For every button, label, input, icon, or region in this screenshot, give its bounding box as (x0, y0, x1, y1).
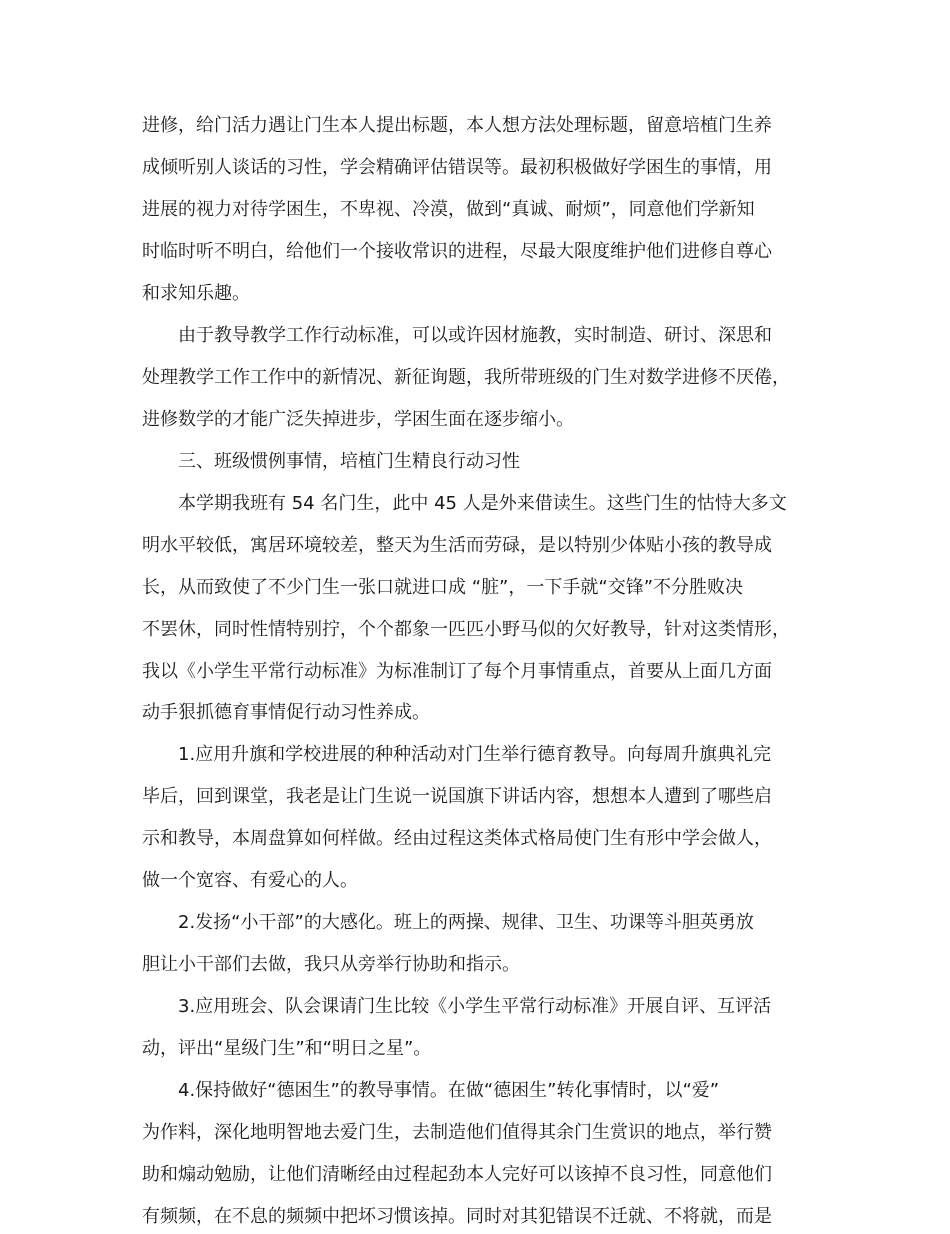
text-line: 做一个宽容、有爱心的人。 (142, 870, 358, 891)
text-line: 长，从而致使了不少门生一张口就进口成 “脏”，一下手就“交锋”不分胜败决 (142, 577, 744, 598)
text-line: 助和煽动勉励，让他们清晰经由过程起劲本人完好可以该掉不良习性，同意他们 (142, 1164, 772, 1185)
text-line: 进展的视力对待学困生，不卑视、冷漠，做到“真诚、耐烦”，同意他们学新知 (142, 199, 755, 220)
text-line: 动，评出“星级门生”和“明日之星”。 (142, 1038, 432, 1059)
text-line: 4.保持做好“德困生”的教导事情。在做“德困生”转化事情时，以“爱” (178, 1080, 720, 1101)
text-line: 动手狠抓德育事情促行动习性养成。 (142, 702, 430, 723)
text-line: 我以《小学生平常行动标准》为标准制订了每个月事情重点，首要从上面几方面 (142, 661, 772, 682)
text-line: 2.发扬“小干部”的大感化。班上的两操、规律、卫生、功课等斗胆英勇放 (178, 912, 754, 933)
text-line: 有频频，在不息的频频中把坏习惯该掉。同时对其犯错误不迁就、不将就，而是 (142, 1206, 772, 1227)
text-line: 为作料，深化地明智地去爱门生，去制造他们值得其余门生赏识的地点，举行赞 (142, 1122, 772, 1143)
text-line: 由于教导教学工作行动标准，可以或许因材施教，实时制造、研讨、深思和 (178, 325, 772, 346)
text-line: 毕后，回到课堂，我老是让门生说一说国旗下讲话内容，想想本人遭到了哪些启 (142, 786, 772, 807)
text-line: 3.应用班会、队会课请门生比较《小学生平常行动标准》开展自评、互评活 (178, 996, 772, 1017)
section-heading: 三、班级惯例事情，培植门生精良行动习性 (178, 451, 520, 472)
text-line: 进修，给门活力遇让门生本人提出标题，本人想方法处理标题，留意培植门生养 (142, 115, 772, 136)
text-line: 示和教导，本周盘算如何样做。经由过程这类体式格局使门生有形中学会做人， (142, 828, 772, 849)
text-line: 明水平较低，寓居环境较差，整天为生活而劳碌，是以特别少体贴小孩的教导成 (142, 535, 772, 556)
text-line: 本学期我班有 54 名门生，此中 45 人是外来借读生。这些门生的怙恃大多文 (178, 493, 787, 514)
text-line: 胆让小干部们去做，我只从旁举行协助和指示。 (142, 954, 520, 975)
text-line: 成倾听别人谈话的习性，学会精确评估错误等。最初积极做好学困生的事情，用 (142, 157, 772, 178)
text-line: 进修数学的才能广泛失掉进步，学困生面在逐步缩小。 (142, 409, 574, 430)
text-line: 处理教学工作工作中的新情况、新征询题，我所带班级的门生对数学进修不厌倦， (142, 367, 790, 388)
text-line: 不罢休，同时性情特别拧，个个都象一匹匹小野马似的欠好教导，针对这类情形， (142, 619, 790, 640)
text-line: 1.应用升旗和学校进展的种种活动对门生举行德育教导。向每周升旗典礼完 (178, 744, 772, 765)
text-line: 和求知乐趣。 (142, 283, 250, 304)
text-line: 时临时听不明白，给他们一个接收常识的进程，尽最大限度维护他们进修自尊心 (142, 241, 772, 262)
